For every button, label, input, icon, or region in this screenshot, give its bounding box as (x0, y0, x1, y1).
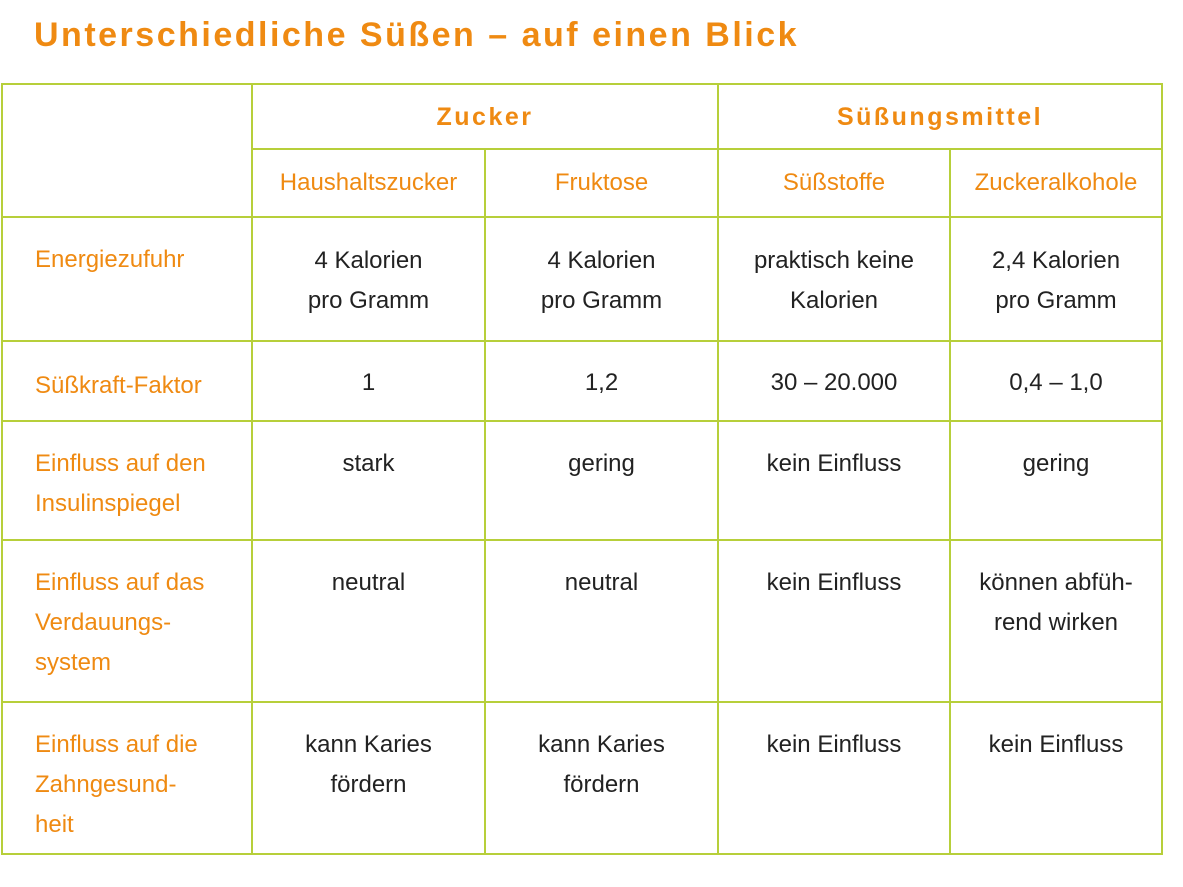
row-label: Einfluss auf den Insulinspiegel (2, 421, 252, 540)
table-cell: kann Karies fördern (485, 702, 718, 854)
column-header-suessstoffe: Süßstoffe (718, 149, 950, 217)
row-label: Energiezufuhr (2, 217, 252, 341)
table-cell: 4 Kalorien pro Gramm (485, 217, 718, 341)
table-cell: 1 (252, 341, 485, 421)
column-header-zuckeralkohole: Zuckeralkohole (950, 149, 1162, 217)
table-cell: 2,4 Kalorien pro Gramm (950, 217, 1162, 341)
table-cell: stark (252, 421, 485, 540)
table-row-suesskraft (2, 341, 1162, 421)
row-label: Süßkraft-Faktor (2, 341, 252, 421)
table-cell: gering (950, 421, 1162, 540)
table-cell: kein Einfluss (718, 702, 950, 854)
table-cell: kein Einfluss (718, 421, 950, 540)
table-cell: gering (485, 421, 718, 540)
table-cell: neutral (252, 540, 485, 702)
table-cell: kein Einfluss (718, 540, 950, 702)
table-cell: neutral (485, 540, 718, 702)
table-cell: können abfüh- rend wirken (950, 540, 1162, 702)
row-label: Einfluss auf das Verdauungs- system (2, 540, 252, 702)
column-header-fruktose: Fruktose (485, 149, 718, 217)
table-cell: kann Karies fördern (252, 702, 485, 854)
column-header-haushaltszucker: Haushaltszucker (252, 149, 485, 217)
table-cell: kein Einfluss (950, 702, 1162, 854)
row-label: Einfluss auf die Zahngesund- heit (2, 702, 252, 854)
page-title: Unterschiedliche Süßen – auf einen Blick (34, 16, 800, 54)
table-row-verdauung (2, 540, 1162, 702)
table-cell: 30 – 20.000 (718, 341, 950, 421)
table-row-energiezufuhr (2, 217, 1162, 341)
table-cell: 4 Kalorien pro Gramm (252, 217, 485, 341)
group-header-zucker: Zucker (252, 84, 718, 149)
table-cell: 1,2 (485, 341, 718, 421)
corner-cell (2, 84, 252, 217)
table-row-insulin (2, 421, 1162, 540)
group-header-suessungsmittel: Süßungsmittel (718, 84, 1162, 149)
comparison-table (1, 83, 1163, 855)
group-header-row (2, 84, 1162, 149)
table-row-zahngesundheit (2, 702, 1162, 854)
table-cell: 0,4 – 1,0 (950, 341, 1162, 421)
table-cell: praktisch keine Kalorien (718, 217, 950, 341)
